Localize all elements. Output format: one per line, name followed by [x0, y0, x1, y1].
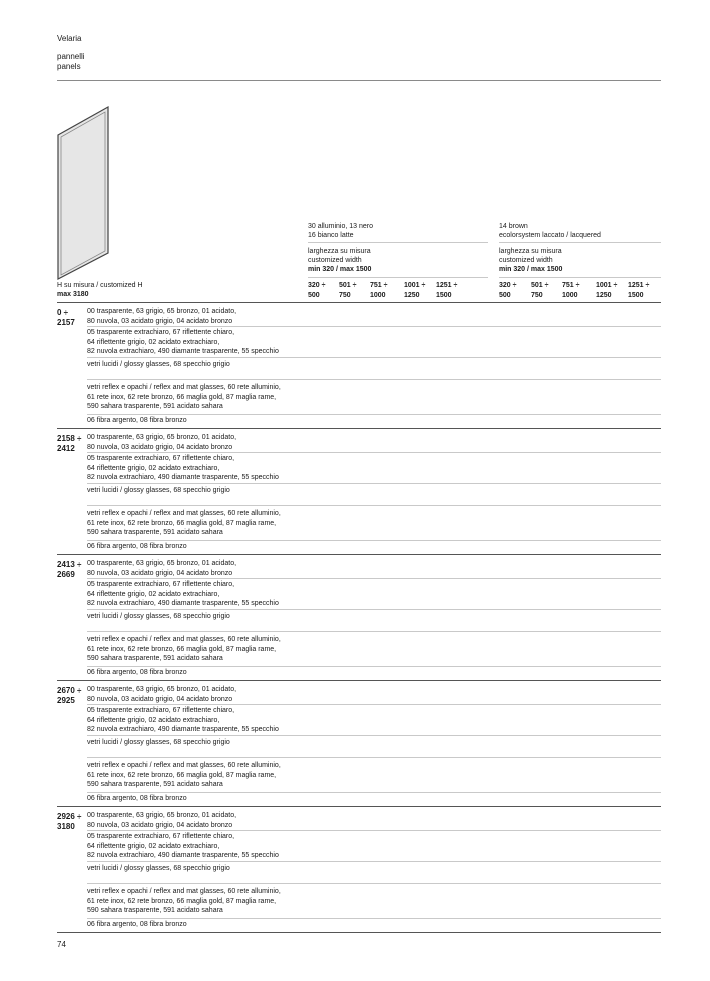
divider — [308, 242, 488, 243]
glass-option-text: 80 nuvola, 03 acidato grigio, 04 acidato bronzo — [87, 695, 233, 703]
height-range-from: 2926 ÷ — [57, 812, 82, 821]
height-range-2 — [57, 434, 81, 454]
width-range-from: 1001 ÷ — [404, 282, 426, 289]
glass-option-text: 00 trasparente, 63 grigio, 65 bronzo, 01 acidato, — [87, 560, 237, 567]
row-divider — [87, 631, 661, 632]
glass-option-text: 82 nuvola extrachiaro, 490 diamante trasparente, 55 specchio — [87, 726, 279, 733]
width-range-1-2 — [339, 281, 356, 300]
row-divider — [87, 357, 661, 358]
glass-option-text: 05 trasparente extrachiaro, 67 riflettente chiaro, — [87, 581, 235, 588]
glass-option-text: 64 riflettente grigio, 02 acidato extrachiaro, — [87, 716, 220, 724]
finish-label-line1: 30 alluminio, 13 nero — [308, 223, 373, 230]
section-title-it: pannelli — [57, 52, 85, 61]
glass-option-text: vetri reflex e opachi / reflex and mat glasses, 60 rete alluminio, — [87, 636, 281, 643]
width-range-from: 1001 ÷ — [596, 282, 618, 289]
row-divider — [87, 830, 661, 831]
height-max: max 3180 — [57, 291, 89, 298]
divider — [499, 242, 661, 243]
width-label-it: larghezza su misura — [308, 248, 371, 255]
row-divider — [87, 861, 661, 862]
width-range-from: 1251 ÷ — [628, 282, 650, 289]
glass-option-text: 06 fibra argento, 08 fibra bronzo — [87, 417, 187, 424]
width-label-en: customized width — [499, 257, 553, 264]
width-range-from: 501 ÷ — [531, 282, 549, 289]
table-header-divider — [57, 302, 661, 303]
width-range-to: 1500 — [436, 291, 452, 299]
glass-option-text: 00 trasparente, 63 grigio, 65 bronzo, 01 acidato, — [87, 686, 237, 693]
width-label-it: larghezza su misura — [499, 248, 562, 255]
glass-option-text: 590 sahara trasparente, 591 acidato sahara — [87, 403, 223, 410]
finish-label-line2: 16 bianco latte — [308, 232, 354, 239]
glass-option-text: 05 trasparente extrachiaro, 67 riflettente chiaro, — [87, 833, 235, 840]
width-range-2-4 — [596, 281, 617, 300]
height-range-from: 2413 ÷ — [57, 560, 82, 569]
height-range-to: 2157 — [57, 318, 75, 327]
row-divider — [87, 452, 661, 453]
glass-option-text: 80 nuvola, 03 acidato grigio, 04 acidato bronzo — [87, 569, 233, 577]
glass-option-text: 00 trasparente, 63 grigio, 65 bronzo, 01 acidato, — [87, 308, 237, 315]
glass-option-text: 80 nuvola, 03 acidato grigio, 04 acidato bronzo — [87, 821, 233, 829]
height-range-to: 2669 — [57, 570, 75, 579]
glass-option-text: 61 rete inox, 62 rete bronzo, 66 maglia gold, 87 maglia rame, — [87, 771, 277, 779]
glass-option-text: 82 nuvola extrachiaro, 490 diamante trasparente, 55 specchio — [87, 852, 279, 859]
glass-option-text: vetri reflex e opachi / reflex and mat glasses, 60 rete alluminio, — [87, 510, 281, 517]
width-range-2-2 — [531, 281, 548, 300]
finish-label-line2: ecolorsystem laccato / lacquered — [499, 232, 601, 239]
row-divider — [87, 666, 661, 667]
width-range-1-3 — [370, 281, 387, 300]
glass-option-text: vetri reflex e opachi / reflex and mat glasses, 60 rete alluminio, — [87, 384, 281, 391]
height-range-from: 2670 ÷ — [57, 686, 82, 695]
height-range-to: 3180 — [57, 822, 75, 831]
glass-option-text: 80 nuvola, 03 acidato grigio, 04 acidato bronzo — [87, 443, 233, 451]
width-range-to: 1000 — [370, 291, 386, 299]
glass-option-text: 61 rete inox, 62 rete bronzo, 66 maglia gold, 87 maglia rame, — [87, 519, 277, 527]
finish-label-line1: 14 brown — [499, 223, 528, 230]
width-label-en: customized width — [308, 257, 362, 264]
glass-option-text: 61 rete inox, 62 rete bronzo, 66 maglia gold, 87 maglia rame, — [87, 645, 277, 653]
group-divider — [57, 932, 661, 933]
row-divider — [87, 505, 661, 506]
glass-option-text: vetri lucidi / glossy glasses, 68 specchio grigio — [87, 361, 230, 368]
row-divider — [87, 483, 661, 484]
height-range-to: 2925 — [57, 696, 75, 705]
width-range-to: 1000 — [562, 291, 578, 299]
width-range-to: 1500 — [628, 291, 644, 299]
glass-option-text: 82 nuvola extrachiaro, 490 diamante trasparente, 55 specchio — [87, 348, 279, 355]
glass-option-text: 64 riflettente grigio, 02 acidato extrachiaro, — [87, 842, 220, 850]
width-range-from: 320 ÷ — [499, 282, 517, 289]
group-divider — [57, 428, 661, 429]
width-range-from: 320 ÷ — [308, 282, 326, 289]
width-range-2-5 — [628, 281, 649, 300]
glass-option-text: 00 trasparente, 63 grigio, 65 bronzo, 01 acidato, — [87, 434, 237, 441]
row-divider — [87, 578, 661, 579]
group-divider — [57, 680, 661, 681]
group-divider — [57, 806, 661, 807]
glass-option-text: 61 rete inox, 62 rete bronzo, 66 maglia gold, 87 maglia rame, — [87, 897, 277, 905]
width-range: min 320 / max 1500 — [308, 266, 372, 273]
glass-option-text: 00 trasparente, 63 grigio, 65 bronzo, 01 acidato, — [87, 812, 237, 819]
glass-option-text: 06 fibra argento, 08 fibra bronzo — [87, 543, 187, 550]
width-range-from: 751 ÷ — [370, 282, 388, 289]
row-divider — [87, 735, 661, 736]
width-range-2-1 — [499, 281, 516, 300]
width-range-to: 500 — [499, 291, 511, 299]
glass-option-text: vetri lucidi / glossy glasses, 68 specchio grigio — [87, 613, 230, 620]
height-range-5 — [57, 812, 81, 832]
glass-option-text: 05 trasparente extrachiaro, 67 riflettente chiaro, — [87, 455, 235, 462]
row-divider — [87, 883, 661, 884]
height-range-from: 2158 ÷ — [57, 434, 82, 443]
width-range-2-3 — [562, 281, 579, 300]
row-divider — [87, 540, 661, 541]
glass-option-text: vetri lucidi / glossy glasses, 68 specchio grigio — [87, 487, 230, 494]
row-divider — [87, 609, 661, 610]
glass-option-text: 06 fibra argento, 08 fibra bronzo — [87, 669, 187, 676]
glass-option-text: 590 sahara trasparente, 591 acidato sahara — [87, 655, 223, 662]
glass-option-text: 64 riflettente grigio, 02 acidato extrachiaro, — [87, 338, 220, 346]
glass-option-text: 80 nuvola, 03 acidato grigio, 04 acidato bronzo — [87, 317, 233, 325]
width-range-from: 751 ÷ — [562, 282, 580, 289]
width-range-from: 501 ÷ — [339, 282, 357, 289]
header-divider — [57, 80, 661, 81]
page-number: 74 — [57, 940, 66, 949]
glass-option-text: 61 rete inox, 62 rete bronzo, 66 maglia gold, 87 maglia rame, — [87, 393, 277, 401]
glass-option-text: 05 trasparente extrachiaro, 67 riflettente chiaro, — [87, 329, 235, 336]
height-range-3 — [57, 560, 81, 580]
glass-option-text: vetri lucidi / glossy glasses, 68 specchio grigio — [87, 865, 230, 872]
width-range-1-4 — [404, 281, 425, 300]
divider — [308, 277, 488, 278]
row-divider — [87, 757, 661, 758]
glass-option-text: 590 sahara trasparente, 591 acidato sahara — [87, 529, 223, 536]
glass-option-text: 06 fibra argento, 08 fibra bronzo — [87, 795, 187, 802]
glass-option-text: vetri reflex e opachi / reflex and mat glasses, 60 rete alluminio, — [87, 888, 281, 895]
height-range-1 — [57, 308, 75, 328]
width-range-from: 1251 ÷ — [436, 282, 458, 289]
brand-name: Velaria — [57, 34, 82, 43]
glass-option-text: 590 sahara trasparente, 591 acidato sahara — [87, 781, 223, 788]
height-range-from: 0 ÷ — [57, 308, 69, 317]
glass-option-text: 82 nuvola extrachiaro, 490 diamante trasparente, 55 specchio — [87, 474, 279, 481]
row-divider — [87, 704, 661, 705]
glass-option-text: 64 riflettente grigio, 02 acidato extrachiaro, — [87, 590, 220, 598]
panel-illustration — [56, 105, 112, 281]
glass-option-text: 590 sahara trasparente, 591 acidato sahara — [87, 907, 223, 914]
row-divider — [87, 326, 661, 327]
width-range-to: 500 — [308, 291, 320, 299]
glass-option-text: 82 nuvola extrachiaro, 490 diamante trasparente, 55 specchio — [87, 600, 279, 607]
height-range-4 — [57, 686, 81, 706]
divider — [499, 277, 661, 278]
group-divider — [57, 554, 661, 555]
row-divider — [87, 379, 661, 380]
glass-option-text: 64 riflettente grigio, 02 acidato extrachiaro, — [87, 464, 220, 472]
width-range-to: 1250 — [596, 291, 612, 299]
height-label: H su misura / customized H — [57, 282, 143, 289]
width-range-to: 1250 — [404, 291, 420, 299]
row-divider — [87, 414, 661, 415]
height-range-to: 2412 — [57, 444, 75, 453]
width-range: min 320 / max 1500 — [499, 266, 563, 273]
width-range-1-1 — [308, 281, 325, 300]
section-title-en: panels — [57, 62, 81, 71]
row-divider — [87, 918, 661, 919]
glass-option-text: vetri lucidi / glossy glasses, 68 specchio grigio — [87, 739, 230, 746]
glass-option-text: 06 fibra argento, 08 fibra bronzo — [87, 921, 187, 928]
width-range-to: 750 — [339, 291, 351, 299]
glass-option-text: 05 trasparente extrachiaro, 67 riflettente chiaro, — [87, 707, 235, 714]
row-divider — [87, 792, 661, 793]
glass-option-text: vetri reflex e opachi / reflex and mat glasses, 60 rete alluminio, — [87, 762, 281, 769]
width-range-to: 750 — [531, 291, 543, 299]
width-range-1-5 — [436, 281, 457, 300]
